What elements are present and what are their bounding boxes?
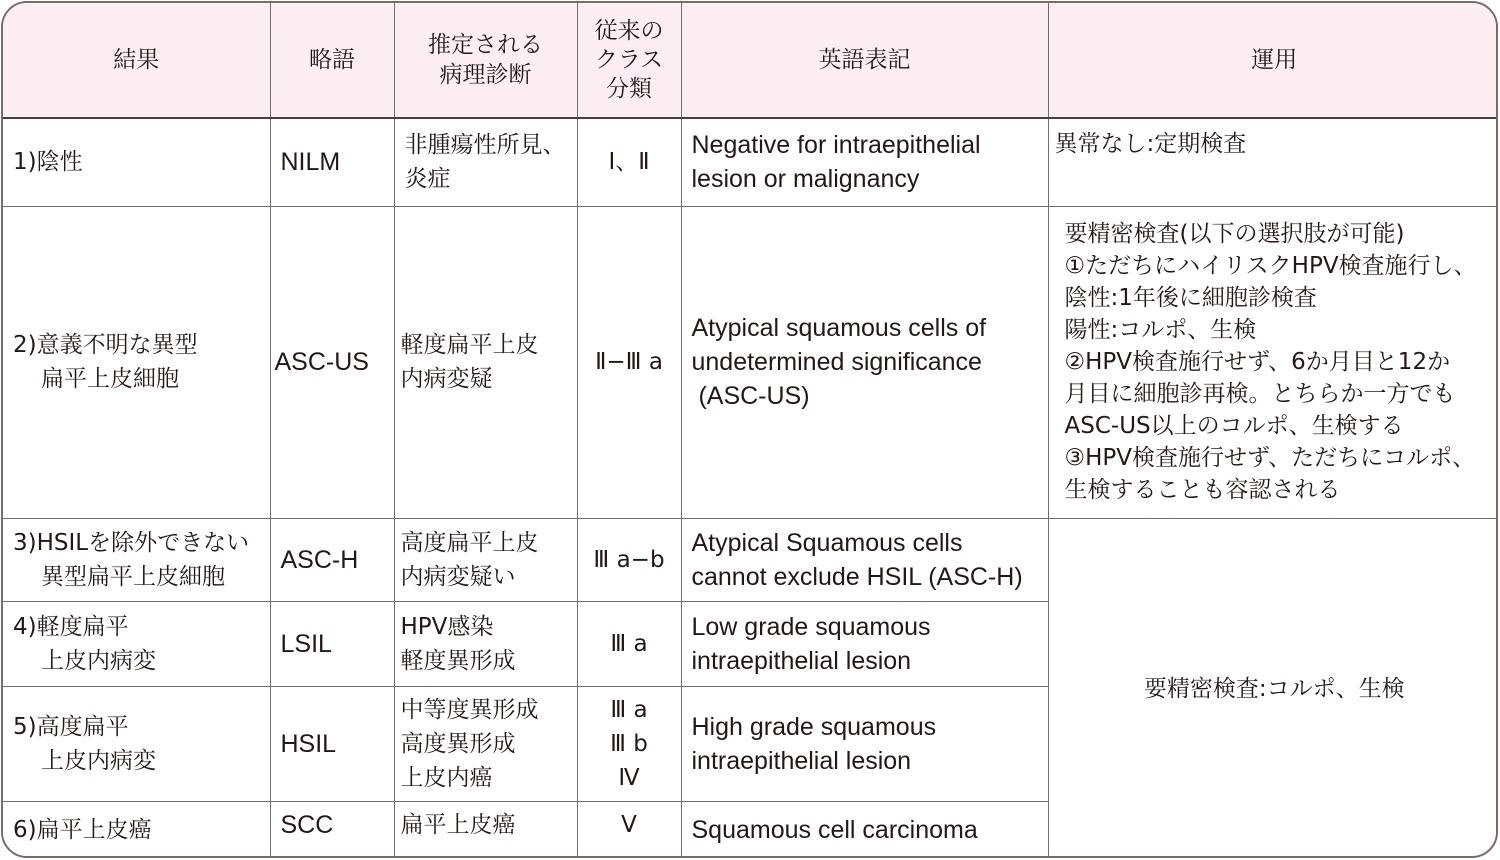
cell-abbreviation: ASC-H (270, 518, 394, 601)
cell-diagnosis: 非腫瘍性所見、 炎症 (394, 118, 577, 206)
table-row-asc-us (3, 206, 1498, 518)
header-abbreviation: 略語 (270, 3, 394, 118)
cell-management-options: 要精密検査(以下の選択肢が可能) ①ただちにハイリスクHPV検査施行し、 陰性:1年後に細胞診検査 陽性:コルポ、生検 ②HPV検査施行せず、6か月目と12か 月目に細胞診再検。とちらか一方でも ASC-US以上のコルポ、生検する ③HPV検査施行せず、ただちにコルポ、 生検することも容認される (1048, 206, 1498, 518)
cell-class: Ⅲ a Ⅲ b Ⅳ (577, 686, 681, 801)
header-conventional-class: 従来の クラス 分類 (577, 3, 681, 118)
cell-english: Atypical Squamous cells cannot exclude HSIL (ASC-H) (681, 518, 1048, 601)
cell-abbreviation: HSIL (270, 686, 394, 801)
cell-class: Ⅴ (577, 801, 681, 858)
cell-result: 2)意義不明な異型 扁平上皮細胞 (3, 206, 270, 518)
bethesda-classification-table (3, 3, 1498, 858)
cell-class: Ⅱ−Ⅲ a (577, 206, 681, 518)
cell-english: Low grade squamous intraepithelial lesion (681, 601, 1048, 686)
header-estimated-diagnosis: 推定される 病理診断 (394, 3, 577, 118)
cell-english: High grade squamous intraepithelial lesion (681, 686, 1048, 801)
cytology-classification-table-container (1, 1, 1498, 858)
cell-class: Ⅲ a−b (577, 518, 681, 601)
cell-class: Ⅰ、Ⅱ (577, 118, 681, 206)
cell-management: 異常なし:定期検査 (1048, 118, 1498, 206)
header-row (3, 3, 1498, 118)
cell-diagnosis: 軽度扁平上皮 内病変疑 (394, 206, 577, 518)
table-row-asc-h (3, 518, 1498, 601)
cell-result: 5)高度扁平 上皮内病変 (3, 686, 270, 801)
header-result: 結果 (3, 3, 270, 118)
cell-english: Negative for intraepithelial lesion or malignancy (681, 118, 1048, 206)
cell-english: Atypical squamous cells of undetermined significance (ASC-US) (681, 206, 1048, 518)
cell-abbreviation: SCC (270, 801, 394, 858)
table-row-nilm (3, 118, 1498, 206)
cell-result: 3)HSILを除外できない 異型扁平上皮細胞 (3, 518, 270, 601)
header-english-notation: 英語表記 (681, 3, 1048, 118)
cell-class: Ⅲ a (577, 601, 681, 686)
cell-result: 4)軽度扁平 上皮内病変 (3, 601, 270, 686)
header-management: 運用 (1048, 3, 1498, 118)
cell-english: Squamous cell carcinoma (681, 801, 1048, 858)
cell-diagnosis: 高度扁平上皮 内病変疑い (394, 518, 577, 601)
cell-result: 6)扁平上皮癌 (3, 801, 270, 858)
cell-management-merged: 要精密検査:コルポ、生検 (1048, 518, 1498, 858)
cell-abbreviation: NILM (270, 118, 394, 206)
cell-diagnosis: 中等度異形成 高度異形成 上皮内癌 (394, 686, 577, 801)
cell-diagnosis: HPV感染 軽度異形成 (394, 601, 577, 686)
cell-result: 1)陰性 (3, 118, 270, 206)
cell-diagnosis: 扁平上皮癌 (394, 801, 577, 858)
cell-abbreviation: ASC-US (270, 206, 394, 518)
cell-abbreviation: LSIL (270, 601, 394, 686)
